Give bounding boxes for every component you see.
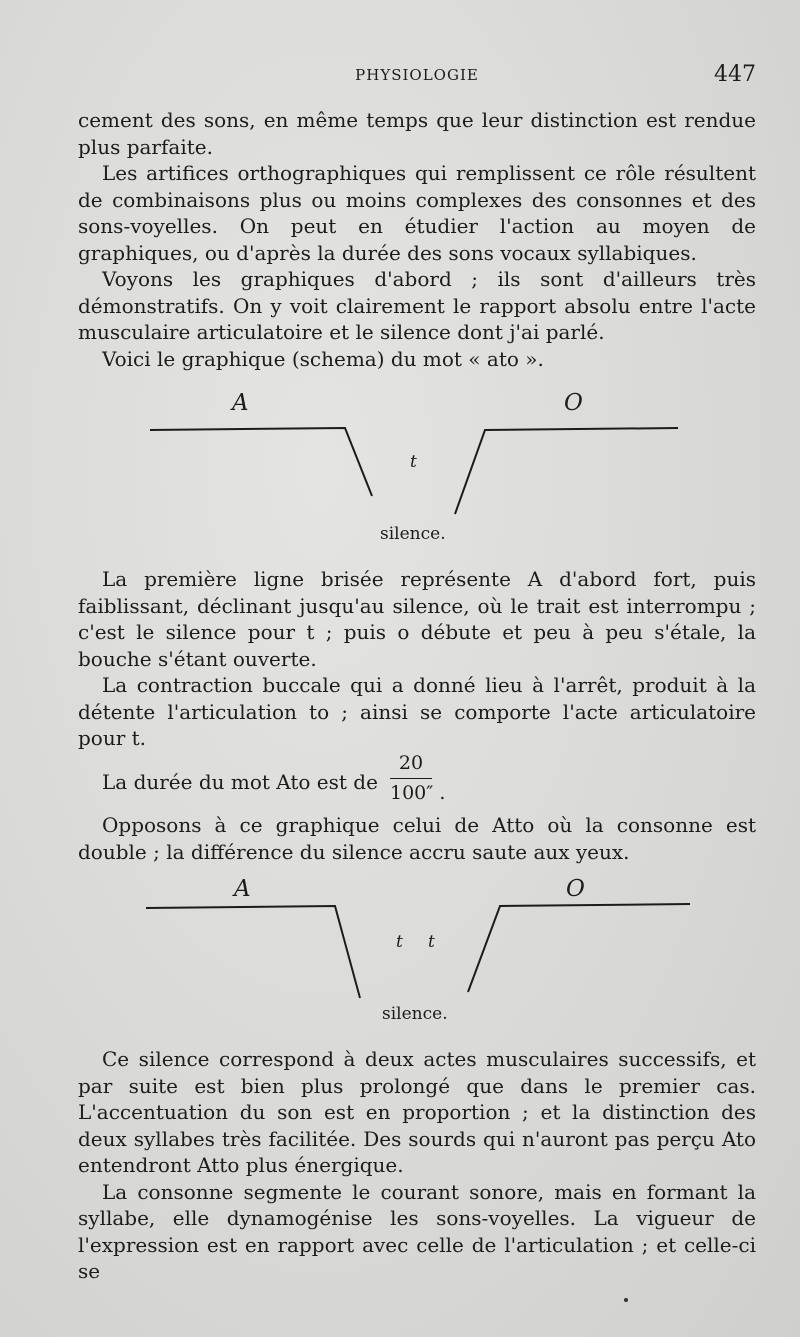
- paragraph: Opposons à ce graphique celui de Atto où la consonne est double ; la différence du silence accru saute aux yeux.: [78, 813, 756, 864]
- label-t-second: t: [428, 932, 435, 952]
- paragraph: La première ligne brisée représente A d'abord fort, puis faiblissant, déclinant jusqu'au silence, où le trait est interrompu ; c'est le silence pour t ; puis o débute et peu à peu s'étale, la bouche s'étant ouverte.: [78, 567, 756, 671]
- formula-text: La durée du mot Ato est de: [102, 770, 378, 794]
- fraction-bar: [390, 778, 432, 779]
- fraction-numerator: 20: [398, 752, 424, 774]
- graph-atto: [0, 870, 800, 1030]
- curve-a: [150, 428, 372, 496]
- running-title: PHYSIOLOGIE: [355, 66, 479, 84]
- text-block-conclusion: [78, 1046, 756, 1285]
- label-o: O: [566, 876, 585, 902]
- label-a: A: [234, 876, 251, 902]
- curve-o: [468, 904, 690, 992]
- silence-caption: silence.: [382, 1004, 448, 1024]
- label-t: t: [410, 452, 417, 472]
- graph-ato: [0, 386, 800, 552]
- paragraph: Les artifices orthographiques qui remplissent ce rôle résultent de combinaisons plus ou moins complexes des consonnes et des sons-voyelles. On peut en étudier l'action au moyen de graphiques, ou d'après la durée des sons vocaux syllabiques.: [78, 161, 756, 265]
- paragraph: cement des sons, en même temps que leur distinction est rendue plus parfaite.: [78, 108, 756, 159]
- fraction-denominator: 100″ .: [390, 782, 446, 804]
- text-block-explanation: [78, 566, 756, 752]
- label-t-first: t: [396, 932, 403, 952]
- fraction: [390, 752, 448, 812]
- label-a: A: [232, 390, 249, 416]
- paragraph: La consonne segmente le courant sonore, mais en formant la syllabe, elle dynamogénise les sons-voyelles. La vigueur de l'expression est en rapport avec celle de l'articulation ; et celle-ci se: [78, 1179, 756, 1283]
- silence-caption: silence.: [380, 524, 446, 544]
- duration-formula: [78, 752, 756, 812]
- page-number: 447: [714, 62, 756, 87]
- text-block-atto: [78, 812, 756, 865]
- paragraph: Voici le graphique (schema) du mot « ato ».: [102, 346, 544, 371]
- page-header: [78, 62, 756, 88]
- paragraph: Ce silence correspond à deux actes musculaires successifs, et par suite est bien plus prolongé que dans le premier cas. L'accentuation du son est en proportion ; et la distinction des deux syllabes très facilitée. Des sourds qui n'auront pas perçu Ato entendront Atto plus énergique.: [78, 1047, 756, 1177]
- paragraph: Voyons les graphiques d'abord ; ils sont d'ailleurs très démonstratifs. On y voit clairement le rapport absolu entre l'acte musculaire articulatoire et le silence dont j'ai parlé.: [78, 267, 756, 344]
- curve-o: [455, 428, 678, 514]
- text-block-intro: [78, 107, 756, 372]
- paragraph: La contraction buccale qui a donné lieu à l'arrêt, produit à la détente l'articulation to ; ainsi se comporte l'acte articulatoire pour t.: [78, 673, 756, 750]
- curve-a: [146, 906, 360, 998]
- ink-speck: [624, 1298, 628, 1302]
- label-o: O: [564, 390, 583, 416]
